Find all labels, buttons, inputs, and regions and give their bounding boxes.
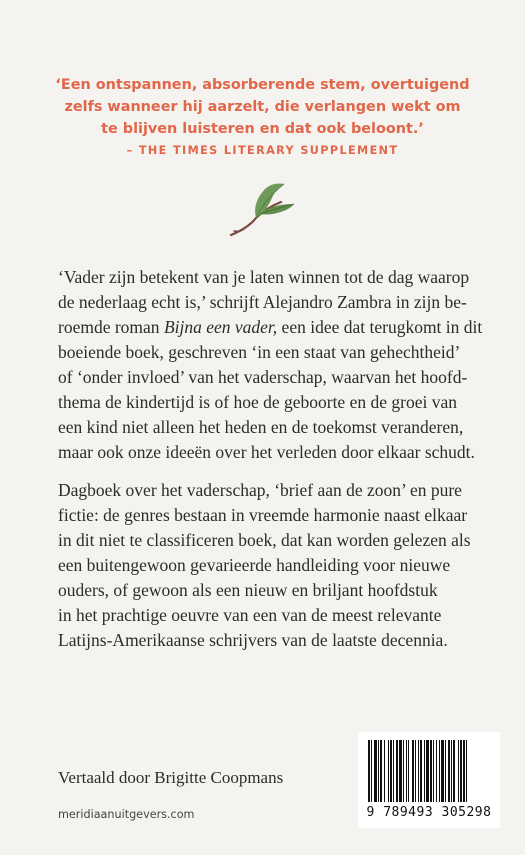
text-line: in het prachtige oeuvre van een van de meest relevante — [58, 605, 442, 625]
barcode-bar — [436, 740, 437, 802]
review-quote — [40, 74, 485, 140]
barcode-bar — [371, 740, 372, 802]
barcode-bar — [368, 740, 370, 802]
barcode-bar — [380, 740, 382, 802]
quote-line: ‘Een ontspannen, absorberende stem, overtuigend — [55, 77, 470, 93]
quote-line: te blijven luisteren en dat ook beloont.’ — [101, 121, 424, 137]
text-line: in dit niet te classificeren boek, dat kan worden gelezen als — [58, 530, 471, 550]
barcode-bar — [445, 740, 446, 802]
barcode-bar — [460, 740, 462, 802]
barcode-bar — [384, 740, 385, 802]
book-title: Bijna een vader, — [163, 317, 278, 337]
text-line: maar ook onze ideeën over het verleden door elkaar schudt. — [58, 442, 475, 462]
barcode-bar — [418, 740, 419, 802]
text-line: fictie: de genres bestaan in vreemde harmonie naast elkaar — [58, 505, 468, 525]
isbn-number: 9 789493 305298 — [366, 805, 492, 820]
barcode — [358, 732, 500, 828]
barcode-bar — [388, 740, 389, 802]
barcode-bar — [390, 740, 392, 802]
description-paragraph-2 — [58, 478, 488, 653]
publisher-website: meridiaanuitgevers.com — [58, 808, 195, 821]
barcode-bar — [374, 740, 377, 802]
text-line: de nederlaag echt is,’ schrijft Alejandro Zambra in zijn be- — [58, 292, 467, 312]
barcode-bar — [430, 740, 432, 802]
barcode-bar — [448, 740, 450, 802]
barcode-bar — [403, 740, 404, 802]
barcode-bar — [396, 740, 398, 802]
text-segment: een idee dat terugkomt in dit — [277, 317, 483, 337]
text-line: ‘Vader zijn betekent van je laten winnen tot de dag waarop — [58, 267, 470, 287]
barcode-bar — [463, 740, 465, 802]
description-paragraph-1 — [58, 265, 488, 465]
translator-credit: Vertaald door Brigitte Coopmans — [58, 768, 284, 787]
barcode-bar — [453, 740, 455, 802]
barcode-bar — [406, 740, 407, 802]
barcode-bar — [466, 740, 467, 802]
barcode-bar — [378, 740, 379, 802]
barcode-bar — [424, 740, 425, 802]
barcode-bar — [433, 740, 434, 802]
text-line: ouders, of gewoon als een nieuw en briljant hoofdstuk — [58, 580, 438, 600]
barcode-bar — [393, 740, 394, 802]
text-line: een kind niet alleen het heden en de toekomst veranderen, — [58, 417, 464, 437]
text-line: een buitengewoon gevarieerde handleiding voor nieuwe — [58, 555, 451, 575]
text-line — [58, 315, 488, 340]
text-line: Dagboek over het vaderschap, ‘brief aan de zoon’ en pure — [58, 480, 462, 500]
quote-source: – THE TIMES LITERARY SUPPLEMENT — [126, 144, 399, 157]
leaf-branch-icon — [226, 180, 296, 240]
quote-line: zelfs wanneer hij aarzelt, die verlangen wekt om — [64, 99, 461, 115]
barcode-bar — [420, 740, 422, 802]
barcode-bar — [399, 740, 402, 802]
barcode-bar — [408, 740, 409, 802]
text-line: thema de kindertijd is of hoe de geboorte en de groei van — [58, 392, 457, 412]
text-line: Latijns-Amerikaanse schrijvers van de laatste decennia. — [58, 630, 448, 650]
barcode-bar — [441, 740, 444, 802]
barcode-bar — [426, 740, 429, 802]
barcode-icon — [366, 740, 492, 802]
text-segment: roemde roman — [58, 317, 164, 337]
text-line: boeiende boek, geschreven ‘in een staat van gehechtheid’ — [58, 342, 461, 362]
barcode-bar — [458, 740, 459, 802]
barcode-bar — [415, 740, 416, 802]
barcode-bar — [439, 740, 440, 802]
barcode-bar — [412, 740, 414, 802]
text-line: of ‘onder invloed’ van het vaderschap, waarvan het hoofd- — [58, 367, 468, 387]
barcode-bar — [451, 740, 452, 802]
